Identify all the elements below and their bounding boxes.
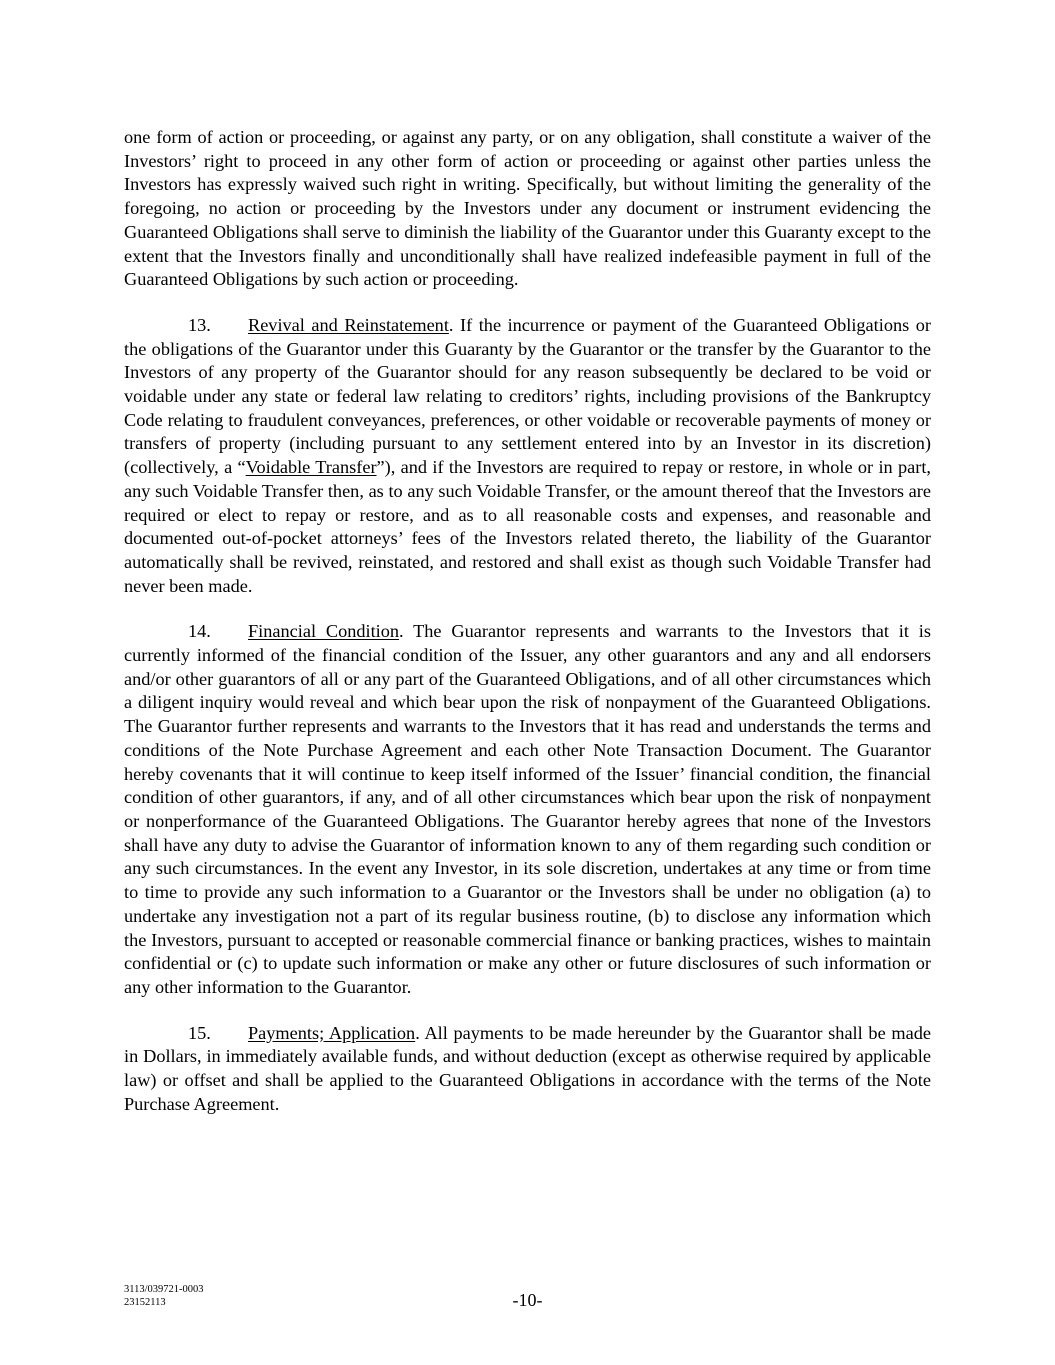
section-text: . If the incurrence or payment of the Guaranteed Obligations or the obligations of the Guarantor under this Guaranty by the Guarantor or the transfer by the Guarantor to the Investors of any property of the Guarantor should for any reason subsequently be declared to be void or voidable under any state or federal law relating to creditors’ rights, including provisions of the Bankruptcy Code relating to fraudulent conveyances, preferences, or other voidable or recoverable payments of money or transfers of property (including pursuant to any settlement entered into by an Investor in its discretion) (collectively, a “ (124, 314, 931, 478)
section-text-continued: ”), and if the Investors are required to repay or restore, in whole or in part, any such Voidable Transfer then, as to any such Voidable Transfer, or the amount thereof that the Investors are required or elect to repay or restore, and as to all reasonable costs and expenses, and reasonable and documented out-of-pocket attorneys’ fees of the Investors related thereto, the liability of the Guarantor automatically shall be revived, reinstated, and restored and shall exist as though such Voidable Transfer had never been made. (124, 457, 931, 596)
section-15 (124, 1022, 931, 1117)
paragraph-continuation (124, 126, 931, 292)
section-heading: Financial Condition (248, 621, 400, 642)
section-heading: Revival and Reinstatement (248, 314, 449, 335)
section-text: . All payments to be made hereunder by the Guarantor shall be made in Dollars, in immediately available funds, and without deduction (except as otherwise required by applicable law) or offset and shall be applied to the Guaranteed Obligations in accordance with the terms of the Note Purchase Agreement. (124, 1022, 931, 1114)
defined-term: Voidable Transfer (245, 457, 377, 478)
paragraph-text: one form of action or proceeding, or against any party, or on any obligation, shall constitute a waiver of the Investors’ right to proceed in any other form of action or proceeding or against other parties unless the Investors has expressly waived such right in writing. Specifically, but without limiting the generality of the foregoing, no action or proceeding by the Investors under any document or instrument evidencing the Guaranteed Obligations shall serve to diminish the liability of the Guarantor under this Guaranty except to the extent that the Investors finally and unconditionally shall have realized indefeasible payment in full of the Guaranteed Obligations by such action or proceeding. (124, 127, 931, 290)
document-id-line-2: 23152113 (124, 1297, 166, 1308)
page-number: -10- (512, 1290, 543, 1310)
section-number: 13. (188, 314, 211, 335)
section-13 (124, 314, 931, 598)
section-heading: Payments; Application (248, 1022, 416, 1043)
section-text: . The Guarantor represents and warrants to the Investors that it is currently informed of the financial condition of the Issuer, any other guarantors and any and all endorsers and/or other guarantors of all or any part of the Guaranteed Obligations, and of all other circumstances which a diligent inquiry would reveal and which bear upon the risk of nonpayment of the Guaranteed Obligations. The Guarantor further represents and warrants to the Investors that it has read and understands the terms and conditions of the Note Purchase Agreement and each other Note Transaction Document. The Guarantor hereby covenants that it will continue to keep itself informed of the Issuer’ financial condition, the financial condition of other guarantors, if any, and of all other circumstances which bear upon the risk of nonpayment or nonperformance of the Guaranteed Obligations. The Guarantor hereby agrees that none of the Investors shall have any duty to advise the Guarantor of information known to any of them regarding such condition or any such circumstances. In the event any Investor, in its sole discretion, undertakes at any time or from time to time to provide any such information to a Guarantor or the Investors shall be under no obligation (a) to undertake any investigation not a part of its regular business routine, (b) to disclose any information which the Investors, pursuant to accepted or reasonable commercial finance or banking practices, wishes to maintain confidential or (c) to update such information or make any other or future disclosures of such information or any other information to the Guarantor. (124, 621, 932, 997)
section-number: 14. (188, 621, 211, 642)
document-id-line-1: 3113/039721-0003 (124, 1284, 204, 1295)
section-14 (124, 620, 931, 999)
section-number: 15. (188, 1022, 211, 1043)
document-body (124, 126, 931, 1116)
